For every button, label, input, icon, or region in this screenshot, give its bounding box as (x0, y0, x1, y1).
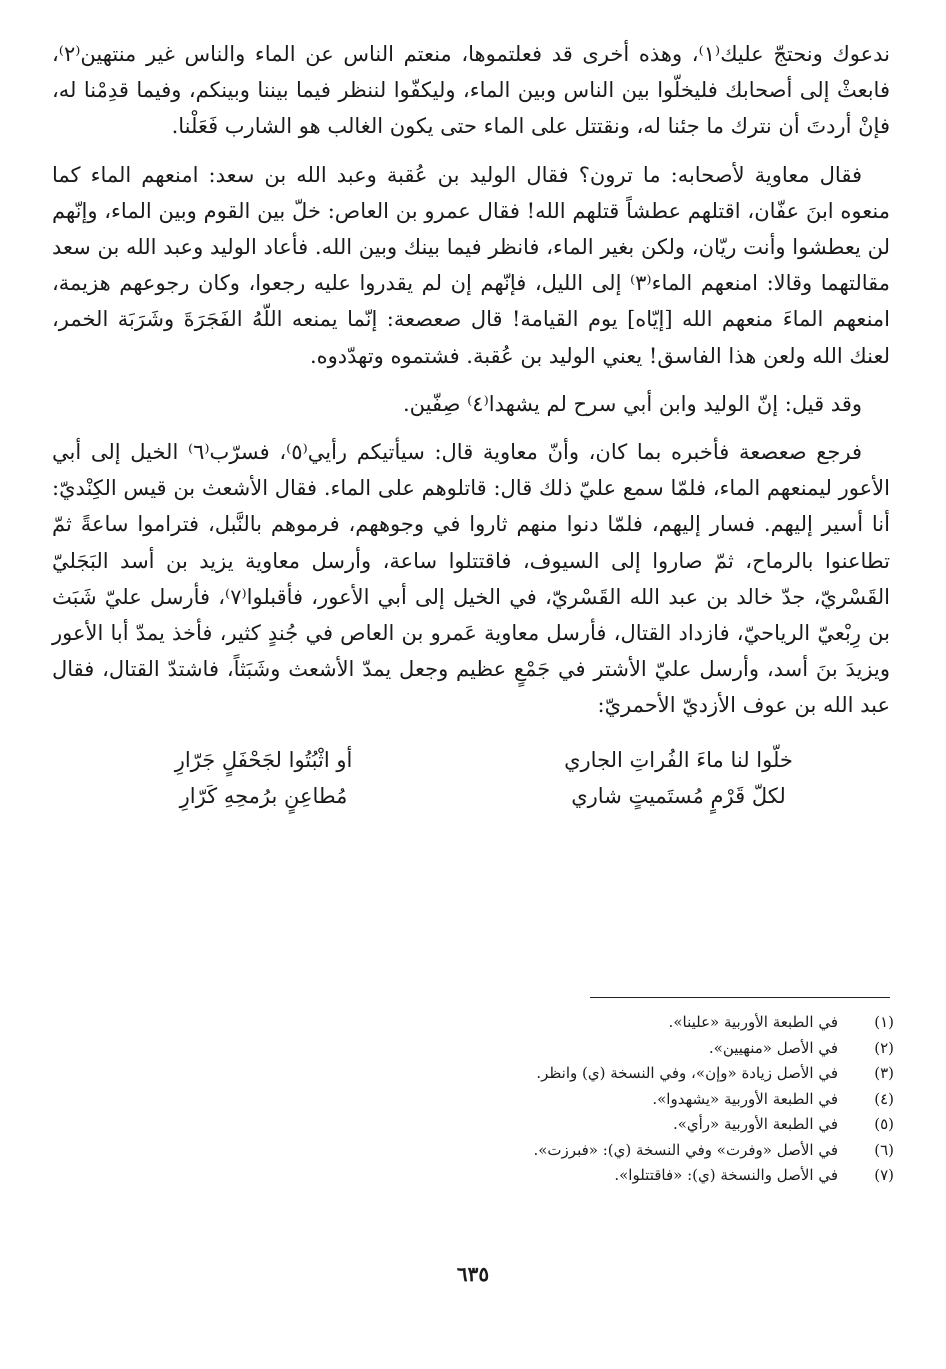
paragraph-2: فقال معاوية لأصحابه: ما ترون؟ فقال الوليد بن عُقبة وعبد الله بن سعد: امنعهم الماء كما منعوه ابنَ عفّان، اقتلهم عطشاً قتلهم الله! فقال عمرو بن العاص: خلّ بين القوم وبين الماء، وإنّهم لن يعطشوا وأنت ريّان، ولكن بغير الماء، فانظر فيما بينك وبين الله. فأعاد الوليد وعبد الله بن سعد مقالتهما وقالا: امنعهم الماء⁽٣⁾ إلى الليل، فإنّهم إن لم يقدروا عليه رجعوا، وكان رجوعهم هزيمة، امنعهم الماءَ منعهم الله [إيّاه] يوم القيامة! قال صعصعة: إنّما يمنعه اللّهُ الفَجَرَةَ وشَرَبَة الخمر، لعنك الله ولعن هذا الفاسق! يعني الوليد بن عُقبة. فشتموه وتهدّدوه. (52, 162, 890, 368)
footnote-number: (١) (874, 1013, 894, 1031)
poem-verses (52, 742, 890, 814)
page-number: ٦٣٥ (456, 1262, 490, 1286)
page-body (52, 36, 890, 814)
footnotes (194, 1010, 894, 1189)
paragraph-3: وقد قيل: إنّ الوليد وابن أبي سرح لم يشهدا⁽٤⁾ صِفّين. (402, 391, 862, 416)
footnote-divider (590, 997, 890, 998)
footnote-text: في الطبعة الأوربية «يشهدوا». (652, 1089, 838, 1108)
paragraph-1: ندعوك ونحتجّ عليك⁽١⁾، وهذه أخرى قد فعلتموها، منعتم الناس عن الماء والناس غير منتهين⁽٢⁾، فابعثْ إلى أصحابك فليخلّوا بين الناس وبين الماء، وليكفّوا لننظر فيما بيننا وبينكم، وفيما قدِمْنا له، فإنْ أردتَ أن نترك ما جئنا له، ونقتتل على الماء حتى يكون الغالب هو الشارب فَعَلْنا. (52, 42, 891, 139)
verse-second-hemistich: مُطاعِنٍ برُمحِهِ كَرّارِ (179, 783, 348, 808)
footnote-number: (٥) (874, 1115, 894, 1133)
footnote-number: (٦) (874, 1140, 894, 1159)
paragraph-4: فرجع صعصعة فأخبره بما كان، وأنّ معاوية قال: سيأتيكم رأيي⁽٥⁾، فسرّب⁽٦⁾ الخيل إلى أبي الأعور ليمنعهم الماء، فلمّا سمع عليّ ذلك قال: قاتلوهم على الماء. فقال الأشعث بن قيس الكِنْديّ: أنا أسير إليهم. فسار إليهم، فلمّا دنوا منهم ثاروا في وجوههم، فرموهم بالنَّبل، فتراموا ساعةً ثمّ تطاعنوا بالرماح، ثمّ صاروا إلى السيوف، فاقتتلوا ساعة، وأرسل معاوية يزيد بن أسد البَجَليّ القَسْريّ، جدّ خالد بن عبد الله القَسْريّ، في الخيل إلى أبي الأعور، فأقبلوا⁽٧⁾، فأرسل عليّ شَبَث بن رِبْعيّ الرياحيّ، فازداد القتال، فأرسل معاوية عَمرو بن العاص في جُندٍ كثير، فأخذ يمدّ أبا الأعور ويزيدَ بنَ أسد، وأرسل عليّ الأشتر في جَمْعٍ عظيم وجعل يمدّ الأشعث وشَبَثاً، فاشتدّ القتال، فقال عبد الله بن عوف الأزديّ الأحمريّ: (52, 440, 891, 718)
verse-line (56, 778, 886, 814)
footnote (194, 1163, 894, 1189)
footnote-number: (٣) (874, 1064, 894, 1082)
verse-first-hemistich: لكلّ قَرْمٍ مُستَميتٍ شاري (571, 783, 786, 808)
footnote (194, 1061, 894, 1087)
verse-line (56, 742, 886, 778)
footnote-number: (٧) (874, 1166, 894, 1184)
footnote-text: في الأصل والنسخة (ي): «فاقتتلوا». (614, 1166, 838, 1184)
footnote-text: في الأصل «منهيين». (708, 1038, 838, 1057)
footnote (194, 1010, 894, 1036)
footnote (194, 1036, 894, 1062)
footnote-text: في الطبعة الأوربية «علينا». (668, 1013, 838, 1031)
verse-first-hemistich: خلّوا لنا ماءَ الفُراتِ الجاري (564, 747, 793, 772)
footnote-text: في الطبعة الأوربية «رأي». (672, 1115, 838, 1133)
footnote-number: (٤) (874, 1089, 894, 1108)
verse-second-hemistich: أو اثْبُتُوا لجَحْفَلٍ جَرّارِ (174, 747, 353, 772)
footnote-text: في الأصل زيادة «وإن»، وفي النسخة (ي) وانظر. (536, 1064, 838, 1082)
footnote (194, 1112, 894, 1138)
footnote-number: (٢) (874, 1038, 894, 1057)
footnote-text: في الأصل «وفرت» وفي النسخة (ي): «فبرزت». (533, 1140, 838, 1159)
footnote (194, 1138, 894, 1164)
footnote (194, 1087, 894, 1113)
